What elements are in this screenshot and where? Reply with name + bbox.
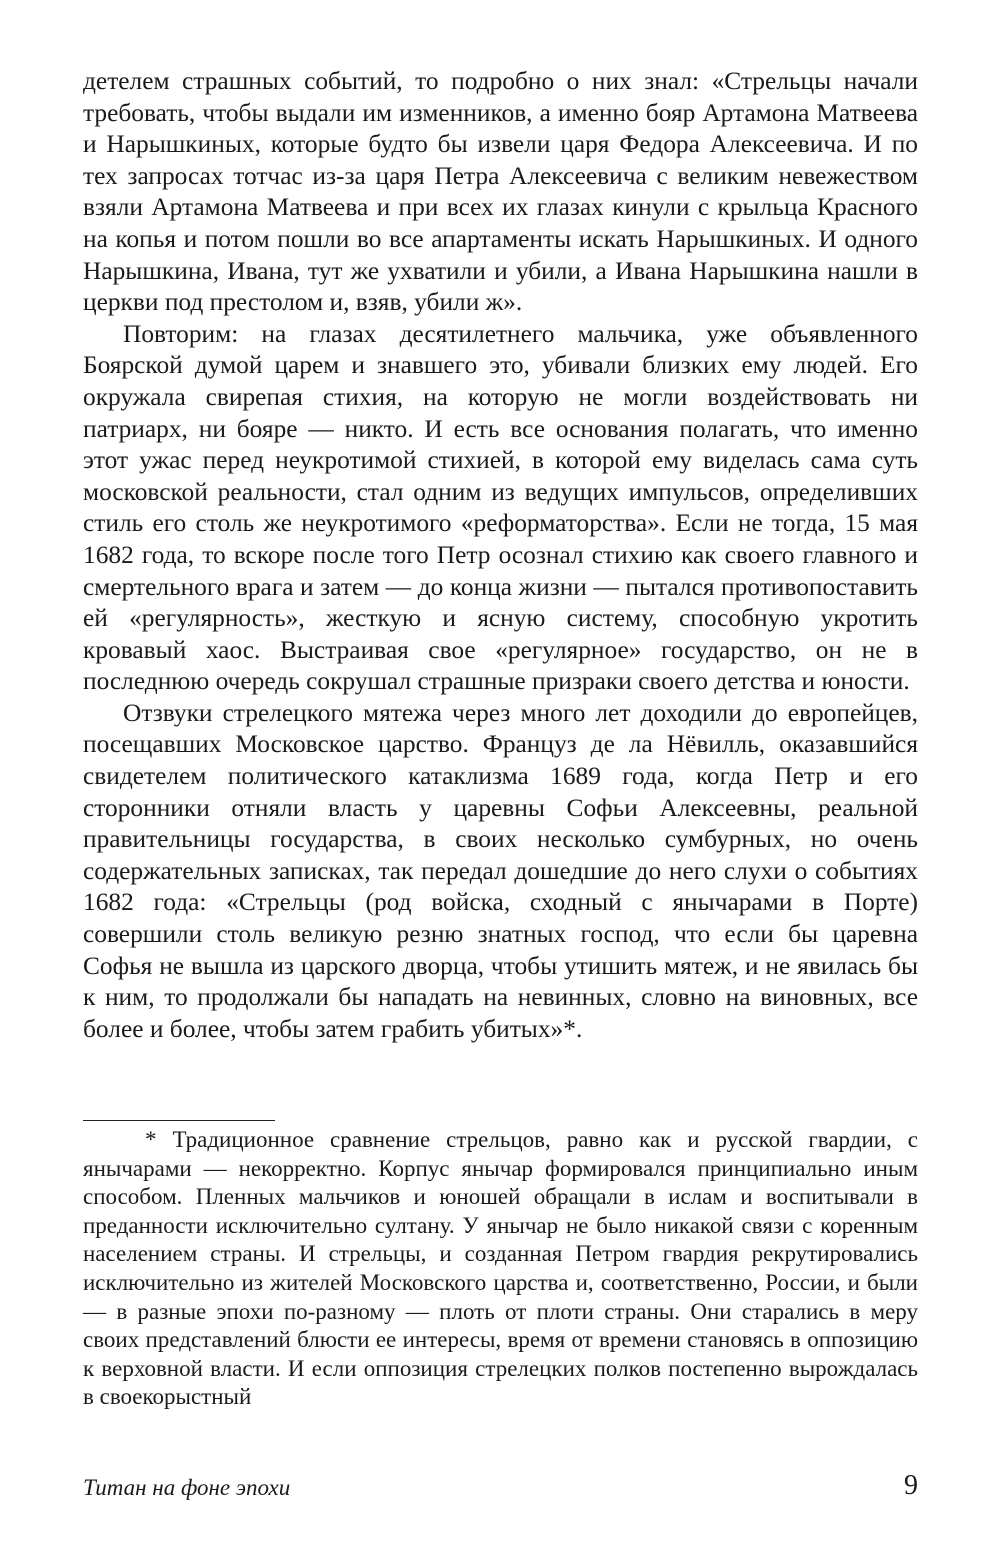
footnote-separator (83, 1120, 275, 1121)
footnote: * Традиционное сравнение стрельцов, равно как и русской гвардии, с янычарами — некорректно. Корпус янычар формировался принципиально иным способом. Пленных мальчиков и юношей обращали в ислам и воспитывали в преданности исключительно султану. У янычар не было никакой связи с коренным населением страны. И стрельцы, и созданная Петром гвардия рекрутировались исключительно из жителей Московского царства и, соответственно, России, и были — в разные эпохи по-разному — плоть от плоти страны. Они старались в меру своих представлений блюсти ее интересы, время от времени становясь в оппозицию к верховной власти. И если оппозиция стрелецких полков постепенно вырождалась в своекорыстный (83, 1127, 918, 1410)
page-number: 9 (904, 1470, 918, 1501)
paragraph: Повторим: на глазах десятилетнего мальчика, уже объявленного Боярской думой царем и знавшего это, убивали близких ему людей. Его окружала свирепая стихия, на которую не могли воздействовать ни патриарх, ни бояре — никто. И есть все основания полагать, что именно этот ужас перед неукротимой стихией, в которой ему виделась сама суть московской реальности, стал одним из ведущих импульсов, определивших стиль его столь же неукротимого «реформаторства». Если не тогда, 15 мая 1682 года, то вскоре после того Петр осознал стихию как своего главного и смертельного врага и затем — до конца жизни — пытался противопоставить ей «регулярность», жесткую и ясную систему, способную укротить кровавый хаос. Выстраивая свое «регулярное» государство, он не в последнюю очередь сокрушал страшные призраки своего детства и юности. (83, 319, 918, 696)
paragraph-continuation: детелем страшных событий, то подробно о них знал: «Стрельцы начали требовать, чтобы выдали им изменников, а именно бояр Артамона Матвеева и Нарышкиных, которые будто бы извели царя Федора Алексеевича. И по тех запросах тотчас из-за царя Петра Алексеевича с великим невежеством взяли Артамона Матвеева и при всех их глазах кинули с крыльца Красного на копья и потом пошли во все апартаменты искать Нарышкиных. И одного Нарышкина, Ивана, тут же ухватили и убили, а Ивана Нарышкина нашли в церкви под престолом и, взяв, убили ж». (83, 67, 918, 317)
paragraph: Отзвуки стрелецкого мятежа через много лет доходили до европейцев, посещавших Московское царство. Француз де ла Нёвилль, оказавшийся свидетелем политического катаклизма 1689 года, когда Петр и его сторонники отняли власть у царевны Софьи Алексеевны, реальной правительницы государства, в своих несколько сумбурных, но очень содержательных записках, так передал дошедшие до него слухи о событиях 1682 года: «Стрельцы (род войска, сходный с янычарами в Порте) совершили столь великую резню знатных господ, что если бы царевна Софья не вышла из царского дворца, чтобы утишить мятеж, и не явилась бы к ним, то продолжали бы нападать на невинных, словно на виновных, все более и более, чтобы затем грабить убитых»*. (83, 698, 918, 1043)
running-footer-title: Титан на фоне эпохи (83, 1475, 291, 1500)
main-text-block (83, 66, 918, 1045)
